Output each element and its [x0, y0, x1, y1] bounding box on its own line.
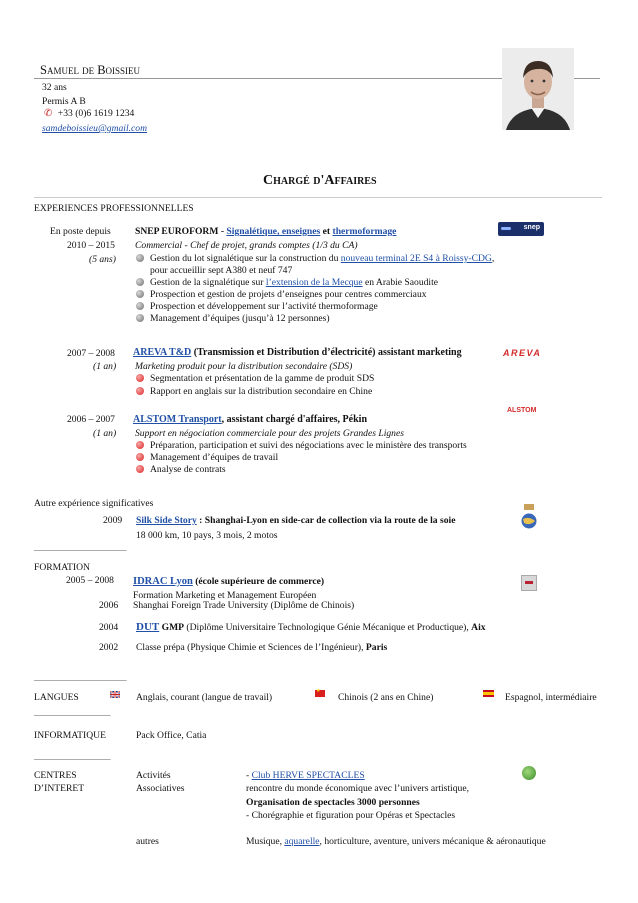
phone-line: [44, 108, 134, 119]
alstom-bullet-3: Analyse de contrats: [136, 464, 226, 475]
bullet-icon: [136, 302, 144, 310]
lang-english: Anglais, courant (langue de travail): [136, 692, 273, 703]
spain-flag-band: [483, 692, 494, 695]
alstom-period: 2006 – 2007: [67, 414, 115, 425]
silk-heading: Silk Side Story : Shanghai-Lyon en side-car de collection via la route de la soie: [136, 515, 456, 526]
phone-number[interactable]: +33 (0)6 1619 1234: [57, 108, 135, 119]
bullet-icon: [136, 314, 144, 322]
page-title: Chargé d'Affaires: [263, 173, 377, 188]
spain-flag-icon: [483, 690, 494, 697]
title-rule: [34, 197, 602, 198]
china-flag-star: ★: [316, 689, 321, 694]
snep-company: SNEP EUROFORM: [135, 226, 219, 237]
bullet-icon: [136, 441, 144, 449]
mecque-link[interactable]: l’extension de la Mecque: [265, 277, 363, 288]
sftu-year: 2006: [99, 600, 119, 611]
roissy-link[interactable]: nouveau terminal 2E S4 à Roissy-CDG: [340, 253, 492, 264]
informatique-value: Pack Office, Catia: [136, 730, 207, 741]
snep-duration: (5 ans): [89, 254, 116, 265]
aquarelle-link[interactable]: aquarelle: [284, 836, 320, 847]
silk-link[interactable]: Silk Side Story: [136, 515, 197, 526]
prepa-line: Classe prépa (Physique Chimie et Sciences de l’Ingénieur), Paris: [136, 642, 388, 653]
china-flag-icon: [315, 690, 325, 697]
areva-bullet-2: Rapport en anglais sur la distribution secondaire en Chine: [136, 386, 372, 397]
snep-bullet-5: Management d’équipes (jusqu’à 12 personnes): [136, 313, 330, 324]
club-line-2: rencontre du monde économique avec l’univers artistique,: [246, 783, 469, 794]
dut-link[interactable]: DUT: [136, 621, 160, 633]
section-experience: EXPERIENCES PROFESSIONNELLES: [34, 203, 194, 214]
snep-link-signaletique[interactable]: Signalétique, enseignes: [226, 226, 321, 237]
snep-bullet-3: Prospection et gestion de projets d’enseignes pour centres commerciaux: [136, 289, 427, 300]
section-centres-1: CENTRES: [34, 770, 77, 781]
silk-detail: 18 000 km, 10 pays, 3 mois, 2 motos: [136, 530, 278, 541]
snep-bullet-1-line2: pour accueillir sept A380 et neuf 747: [150, 265, 293, 276]
bullet-icon: [136, 278, 144, 286]
areva-role: Marketing produit pour la distribution secondaire (SDS): [135, 361, 353, 372]
snep-bullet-1: Gestion du lot signalétique sur la construction du nouveau terminal 2E S4 à Roissy-CDG,: [136, 253, 494, 264]
areva-period: 2007 – 2008: [67, 348, 115, 359]
idrac-logo-mark: [525, 581, 533, 584]
idrac-link[interactable]: IDRAC Lyon: [133, 576, 193, 587]
areva-link[interactable]: AREVA T&D: [133, 347, 192, 358]
dut-line: DUT GMP (Diplôme Universitaire Technologique Génie Mécanique et Productique), Aix: [136, 621, 486, 633]
snep-logo-dots: [501, 227, 511, 230]
bullet-icon: [136, 290, 144, 298]
areva-duration: (1 an): [93, 361, 117, 372]
candidate-name: Samuel de Boissieu: [40, 63, 141, 77]
snep-period-2: 2010 – 2015: [67, 240, 115, 251]
divider-4: –––––––––––––––––––: [34, 754, 110, 764]
alstom-logo: ALSTOM: [507, 407, 537, 414]
uk-flag-icon: [110, 690, 120, 697]
section-centres-2: D’INTERET: [34, 783, 85, 794]
areva-bullet-1: Segmentation et présentation de la gamme de produit SDS: [136, 373, 374, 384]
snep-bullet-4: Prospection et développement sur l’activité thermoformage: [136, 301, 378, 312]
club-line-3: Organisation de spectacles 3000 personnes: [246, 797, 420, 808]
prepa-year: 2002: [99, 642, 119, 653]
divider-2: –––––––––––––––––––––––: [34, 675, 126, 685]
alstom-link[interactable]: ALSTOM Transport: [133, 414, 222, 425]
idrac-heading: IDRAC Lyon (école supérieure de commerce): [133, 576, 325, 587]
club-line: - Club HERVE SPECTACLES: [246, 770, 365, 781]
age: 32 ans: [42, 82, 67, 93]
areva-heading: AREVA T&D (Transmission et Distribution d’électricité) assistant marketing: [133, 347, 462, 358]
centres-autres: Musique, aquarelle, horticulture, aventure, univers mécanique & aéronautique: [246, 836, 546, 847]
centres-associatives: Associatives: [136, 783, 185, 794]
alstom-bullet-1: Préparation, participation et suivi des négociations avec le ministère des transports: [136, 440, 467, 451]
section-autre: Autre expérience significatives: [34, 498, 154, 509]
bullet-icon: [136, 254, 144, 262]
idrac-detail: Formation Marketing et Management Européen: [133, 590, 317, 601]
silk-globe-icon: [521, 504, 537, 532]
snep-link-thermoformage[interactable]: thermoformage: [332, 226, 397, 237]
areva-logo: AREVA: [503, 348, 542, 358]
bullet-icon: [136, 453, 144, 461]
bullet-icon: [136, 374, 144, 382]
driving-licence: Permis A B: [42, 96, 86, 107]
divider-1: –––––––––––––––––––––––: [34, 545, 126, 555]
dut-year: 2004: [99, 622, 119, 633]
alstom-bullet-2: Management d’équipes de travail: [136, 452, 278, 463]
snep-heading: SNEP EUROFORM - Signalétique, enseignes et thermoformage: [135, 226, 397, 237]
section-formation: FORMATION: [34, 562, 90, 573]
lang-chinese: Chinois (2 ans en Chine): [338, 692, 434, 703]
silk-year: 2009: [103, 515, 123, 526]
club-line-4: - Chorégraphie et figuration pour Opéras et Spectacles: [246, 810, 456, 821]
snep-period-1: En poste depuis: [50, 226, 111, 237]
alstom-heading: ALSTOM Transport, assistant chargé d'affaires, Pékin: [133, 414, 368, 425]
bullet-icon: [136, 465, 144, 473]
snep-logo: snep: [498, 222, 544, 236]
idrac-logo: [521, 575, 537, 591]
sftu: Shanghai Foreign Trade University (Diplôme de Chinois): [133, 600, 355, 611]
club-logo: [522, 766, 536, 780]
email-link[interactable]: samdeboissieu@gmail.com: [42, 123, 148, 134]
profile-photo: [502, 48, 574, 130]
alstom-role: Support en négociation commerciale pour des projets Grandes Lignes: [135, 428, 404, 439]
centres-activites: Activités: [136, 770, 171, 781]
lang-spanish: Espagnol, intermédiaire: [505, 692, 597, 703]
section-langues: LANGUES: [34, 692, 79, 703]
divider-3: –––––––––––––––––––: [34, 710, 110, 720]
section-informatique: INFORMATIQUE: [34, 730, 106, 741]
phone-icon: ✆: [44, 108, 53, 119]
bullet-icon: [136, 387, 144, 395]
snep-role: Commercial - Chef de projet, grands comptes (1/3 du CA): [135, 240, 358, 251]
snep-bullet-2: Gestion de la signalétique sur l’extension de la Mecque en Arabie Saoudite: [136, 277, 438, 288]
alstom-duration: (1 an): [93, 428, 117, 439]
centres-autres-label: autres: [136, 836, 159, 847]
idrac-year: 2005 – 2008: [66, 575, 114, 586]
club-link[interactable]: Club HERVE SPECTACLES: [251, 770, 365, 781]
